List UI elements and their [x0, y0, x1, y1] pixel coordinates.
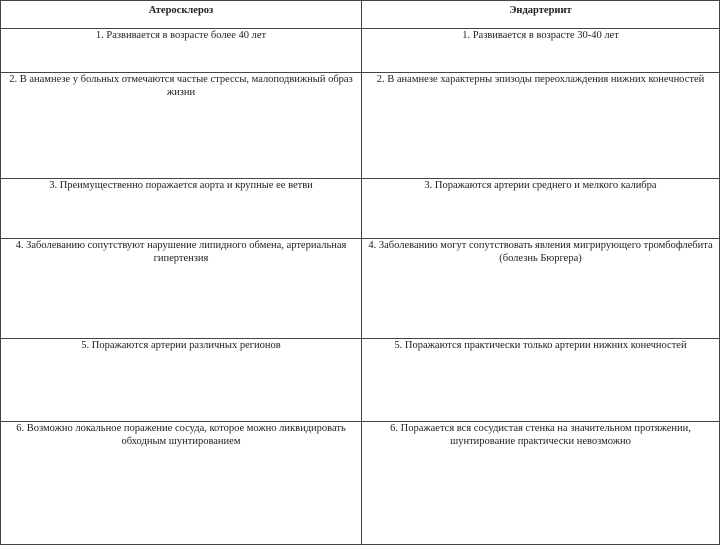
table-cell-left: 3. Преимущественно поражается аорта и крупные ее ветви: [1, 179, 362, 239]
table-row: [1, 29, 720, 73]
table-row: [1, 73, 720, 179]
table-cell-left: 2. В анамнезе у больных отмечаются частые стрессы, малоподвижный образ жизни: [1, 73, 362, 179]
table-row: [1, 179, 720, 239]
table-cell-right: 2. В анамнезе характерны эпизоды переохлаждения нижних конечностей: [362, 73, 720, 179]
table-row: [1, 422, 720, 545]
table-cell-left: 6. Возможно локальное поражение сосуда, которое можно ликвидировать обходным шунтированием: [1, 422, 362, 545]
table-cell-left: 5. Поражаются артерии различных регионов: [1, 339, 362, 422]
table-cell-left: 4. Заболеванию сопутствуют нарушение липидного обмена, артериальная гипертензия: [1, 239, 362, 339]
table-cell-right: 1. Развивается в возрасте 30-40 лет: [362, 29, 720, 73]
table-header-row: [1, 1, 720, 29]
table-cell-right: 5. Поражаются практически только артерии нижних конечностей: [362, 339, 720, 422]
table-cell-left: 1. Развивается в возрасте более 40 лет: [1, 29, 362, 73]
table-row: [1, 239, 720, 339]
table-cell-right: 4. Заболеванию могут сопутствовать явления мигрирующего тромбофлебита (болезнь Бюргера): [362, 239, 720, 339]
column-header-endarteritis: Эндартериит: [362, 1, 720, 29]
table-cell-right: 3. Поражаются артерии среднего и мелкого калибра: [362, 179, 720, 239]
column-header-atherosclerosis: Атеросклероз: [1, 1, 362, 29]
table-cell-right: 6. Поражается вся сосудистая стенка на значительном протяжении, шунтирование практически невозможно: [362, 422, 720, 545]
table-row: [1, 339, 720, 422]
